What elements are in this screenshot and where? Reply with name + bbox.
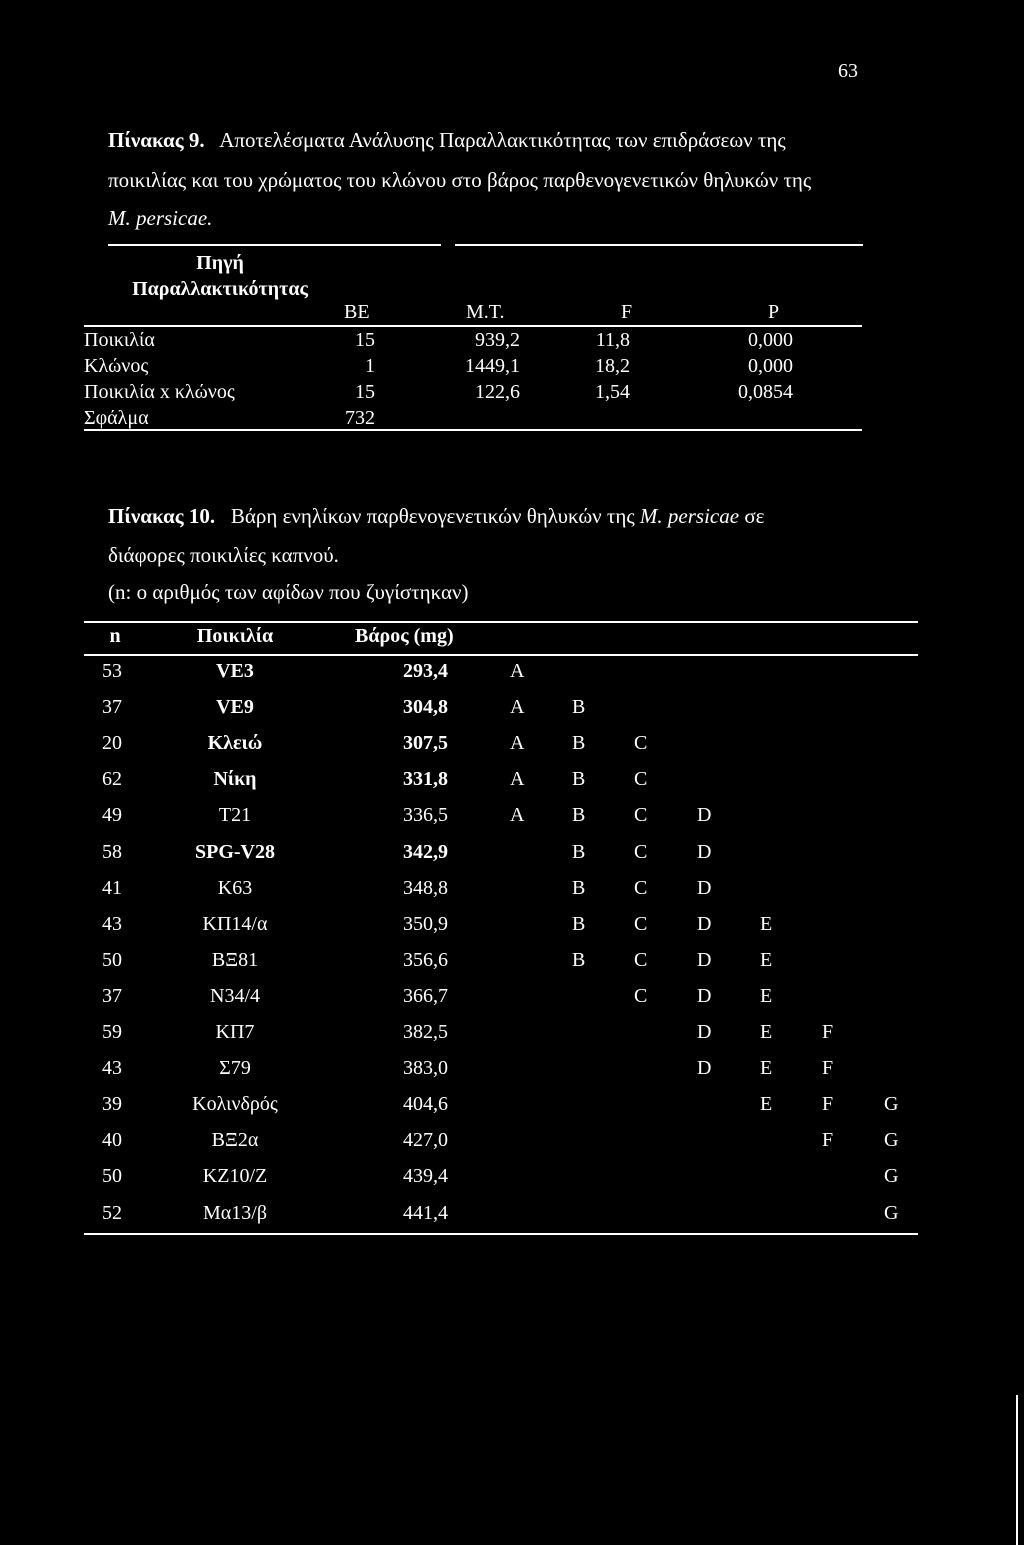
table9-row1-p: 0,000 — [748, 355, 793, 377]
table10-row-group-letter: C — [634, 768, 648, 790]
table10-caption-text: Βάρη ενηλίκων παρθενογενετικών θηλυκών της — [230, 504, 635, 528]
table9-header-source2: Παραλλακτικότητας — [132, 278, 308, 300]
table10-row-n: 50 — [102, 1165, 122, 1187]
table10-row-group-letter: A — [510, 660, 525, 682]
table9-row2-f: 1,54 — [595, 381, 630, 403]
table10-row-group-letter: E — [760, 1057, 773, 1079]
table10-row-weight: 350,9 — [403, 913, 448, 935]
table10-row-group-letter: A — [510, 768, 525, 790]
table10-row-weight: 336,5 — [403, 804, 448, 826]
table10-row-group-letter: D — [697, 804, 712, 826]
table10-row-weight: 366,7 — [403, 985, 448, 1007]
table10-row-weight: 404,6 — [403, 1093, 448, 1115]
table10-row-group-letter: C — [634, 877, 648, 899]
table10-caption-line2: διάφορες ποικιλίες καπνού. — [108, 543, 339, 567]
table10-row-variety: Κολινδρός — [192, 1093, 278, 1115]
table9-caption-text: Αποτελέσματα Ανάλυσης Παραλλακτικότητας των επιδράσεων της — [219, 128, 786, 152]
table10-row-weight: 307,5 — [403, 732, 448, 754]
table10-row-weight: 383,0 — [403, 1057, 448, 1079]
table10-row-n: 62 — [102, 768, 122, 790]
table10-row-variety: T21 — [218, 804, 252, 826]
table9-row1-mt: 1449,1 — [465, 355, 520, 377]
table10-header-weight: Βάρος (mg) — [355, 625, 454, 647]
table10-row-n: 43 — [102, 913, 122, 935]
table10-row-n: 59 — [102, 1021, 122, 1043]
table9-header-p: P — [768, 301, 780, 323]
table10-row-group-letter: F — [822, 1093, 834, 1115]
table10-row-n: 20 — [102, 732, 122, 754]
table10-row-variety: SPG-V28 — [195, 841, 275, 863]
table10-row-variety: K63 — [217, 877, 253, 899]
table10-row-n: 41 — [102, 877, 122, 899]
table10-row-weight: 342,9 — [403, 841, 448, 863]
table10-row-group-letter: A — [510, 804, 525, 826]
table9-row3-be: 732 — [345, 407, 375, 429]
table10-row-variety: Κλειώ — [207, 732, 263, 754]
table10-top-rule — [84, 621, 918, 623]
table10-row-group-letter: F — [822, 1057, 834, 1079]
table10-row-group-letter: B — [572, 877, 586, 899]
table10-header-rule — [84, 654, 918, 656]
table9-bottom-rule — [84, 429, 862, 431]
table10-row-n: 53 — [102, 660, 122, 682]
table10-row-weight: 382,5 — [403, 1021, 448, 1043]
table10-row-weight: 304,8 — [403, 696, 448, 718]
table10-row-group-letter: A — [510, 732, 525, 754]
table10-row-weight: 293,4 — [403, 660, 448, 682]
table10-caption-tail: σε — [744, 504, 765, 528]
table10-row-n: 58 — [102, 841, 122, 863]
table10-bottom-rule — [84, 1233, 918, 1235]
table10-row-group-letter: C — [634, 985, 648, 1007]
table9-label: Πίνακας 9. — [108, 128, 205, 152]
table10-row-group-letter: B — [572, 696, 586, 718]
table9-row0-be: 15 — [355, 329, 375, 351]
table10-row-weight: 439,4 — [403, 1165, 448, 1187]
table9-row1-be: 1 — [365, 355, 375, 377]
table10-row-variety: ΒΞ81 — [211, 949, 259, 971]
table10-row-group-letter: D — [697, 1021, 712, 1043]
table10-row-group-letter: G — [884, 1129, 899, 1151]
table10-row-group-letter: B — [572, 732, 586, 754]
table9-row0-source: Ποικιλία — [84, 329, 155, 351]
table10-row-variety: ΚΖ10/Ζ — [202, 1165, 268, 1187]
table10-row-variety: VE9 — [216, 696, 254, 718]
table10-row-variety: ΚΠ14/α — [202, 913, 268, 935]
table10-row-weight: 441,4 — [403, 1202, 448, 1224]
page-number: 63 — [838, 60, 858, 82]
table10-row-n: 37 — [102, 985, 122, 1007]
table10-row-weight: 348,8 — [403, 877, 448, 899]
table10-row-n: 50 — [102, 949, 122, 971]
table10-caption-species: M. persicae — [639, 504, 740, 528]
table10-row-group-letter: C — [634, 913, 648, 935]
table10-row-n: 49 — [102, 804, 122, 826]
table10-row-group-letter: E — [760, 1021, 773, 1043]
table10-row-group-letter: E — [760, 913, 773, 935]
table9-row1-source: Κλώνος — [84, 355, 149, 377]
table9-row0-f: 11,8 — [595, 329, 630, 351]
table10-row-variety: Σ79 — [219, 1057, 251, 1079]
table10-row-n: 43 — [102, 1057, 122, 1079]
table10-caption-line3: (n: ο αριθμός των αφίδων που ζυγίστηκαν) — [108, 580, 469, 604]
table10-row-group-letter: D — [697, 877, 712, 899]
table10-header-variety: Ποικιλία — [196, 625, 274, 647]
table10-row-group-letter: E — [760, 1093, 773, 1115]
table10-row-group-letter: E — [760, 949, 773, 971]
table10-row-variety: Νίκη — [213, 768, 257, 790]
table9-top-rule-left — [108, 244, 441, 246]
table10-row-group-letter: G — [884, 1165, 899, 1187]
table10-label: Πίνακας 10. — [108, 504, 216, 528]
table9-caption-line3: M. persicae. — [108, 206, 213, 230]
table10-row-n: 40 — [102, 1129, 122, 1151]
table10-row-weight: 356,6 — [403, 949, 448, 971]
table9-top-rule-right — [455, 244, 863, 246]
table10-row-group-letter: B — [572, 841, 586, 863]
table9-header-f: F — [621, 301, 633, 323]
table10-row-group-letter: D — [697, 913, 712, 935]
table10-row-n: 37 — [102, 696, 122, 718]
table10-header-n: n — [109, 625, 121, 647]
table10-row-group-letter: C — [634, 949, 648, 971]
table9-row2-p: 0,0854 — [738, 381, 793, 403]
table10-row-group-letter: C — [634, 841, 648, 863]
table9-row0-mt: 939,2 — [475, 329, 520, 351]
table10-row-weight: 331,8 — [403, 768, 448, 790]
table9-row1-f: 18,2 — [595, 355, 630, 377]
table10-row-group-letter: C — [634, 804, 648, 826]
table9-caption-line1 — [108, 128, 786, 153]
table10-row-group-letter: C — [634, 732, 648, 754]
table10-row-variety: ΒΞ2α — [211, 1129, 259, 1151]
table9-row2-source: Ποικιλία x κλώνος — [84, 381, 235, 403]
table10-row-group-letter: B — [572, 949, 586, 971]
table10-row-n: 52 — [102, 1202, 122, 1224]
table10-row-group-letter: G — [884, 1093, 899, 1115]
table9-caption-line2: ποικιλίας και του χρώματος του κλώνου στο βάρος παρθενογενετικών θηλυκών της — [108, 168, 812, 192]
table9-header-rule — [84, 325, 862, 327]
table9-row0-p: 0,000 — [748, 329, 793, 351]
table10-row-group-letter: F — [822, 1021, 834, 1043]
table10-row-variety: N34/4 — [210, 985, 260, 1007]
table9-header-source1: Πηγή — [196, 252, 244, 274]
table10-row-group-letter: E — [760, 985, 773, 1007]
table10-caption-line1 — [108, 504, 764, 529]
table9-header-mt: Μ.Τ. — [466, 301, 505, 323]
page-edge-mark — [1016, 1395, 1018, 1545]
table10-row-variety: Μα13/β — [203, 1202, 267, 1224]
table10-row-group-letter: D — [697, 949, 712, 971]
table9-header-be: ΒΕ — [344, 301, 370, 323]
table10-row-group-letter: B — [572, 804, 586, 826]
table10-row-group-letter: D — [697, 985, 712, 1007]
table10-row-group-letter: F — [822, 1129, 834, 1151]
table10-row-group-letter: D — [697, 841, 712, 863]
table10-row-n: 39 — [102, 1093, 122, 1115]
table10-row-group-letter: D — [697, 1057, 712, 1079]
table10-row-variety: ΚΠ7 — [215, 1021, 255, 1043]
table10-row-weight: 427,0 — [403, 1129, 448, 1151]
table9-row3-source: Σφάλμα — [84, 407, 149, 429]
table9-row2-be: 15 — [355, 381, 375, 403]
table10-row-variety: VE3 — [216, 660, 254, 682]
table10-row-group-letter: A — [510, 696, 525, 718]
table10-row-group-letter: B — [572, 768, 586, 790]
table10-row-group-letter: B — [572, 913, 586, 935]
table10-row-group-letter: G — [884, 1202, 899, 1224]
table9-row2-mt: 122,6 — [475, 381, 520, 403]
